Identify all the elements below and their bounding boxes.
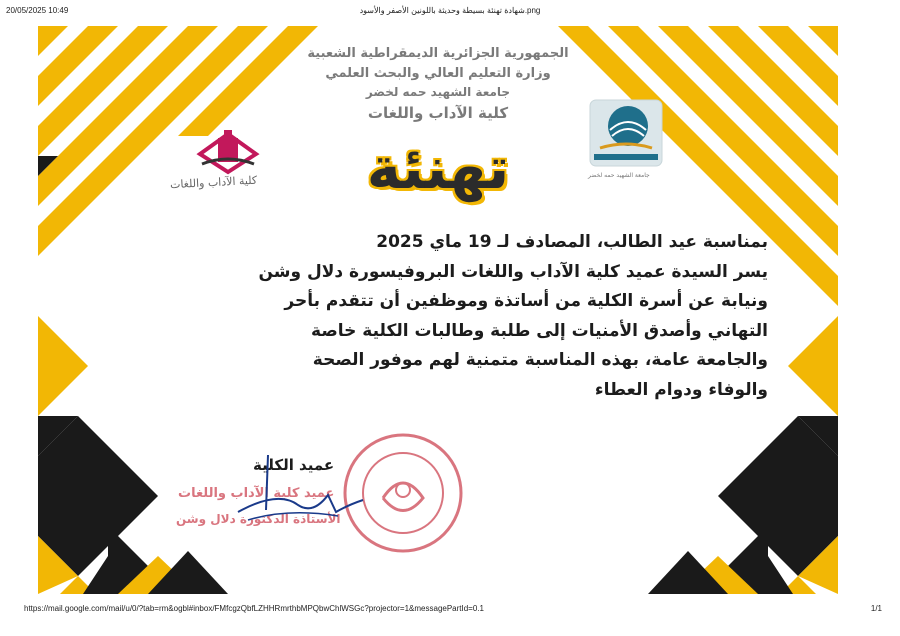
print-datetime: 20/05/2025 10:49: [6, 6, 69, 15]
body-line: والجامعة عامة، بهذه المناسبة متمنية لهم موفور الصحة: [312, 350, 768, 370]
body-line: ونيابة عن أسرة الكلية من أساتذة وموظفين أن تتقدم بأحر: [284, 291, 768, 311]
stamp-line: الأستاذة الدكتورة دلال وشن: [176, 512, 341, 526]
certificate-body: [106, 228, 768, 405]
university-logo-caption: جامعة الشهيد حمه لخضر: [588, 172, 650, 179]
signature-title: عميد الكلية: [253, 456, 335, 474]
faculty-logo-caption: كلية الآداب واللغات: [169, 173, 258, 192]
page-number: 1/1: [870, 604, 882, 613]
handwritten-signature-icon: [218, 450, 368, 530]
certificate-title: تهنئة: [366, 134, 510, 202]
university-name: جامعة الشهيد حمه لخضر: [365, 85, 511, 99]
republic-name: الجمهورية الجزائرية الديمقراطية الشعبية: [307, 46, 569, 61]
print-filename: شهادة تهنئة بسيطة وحديثة باللونين الأصفر والأسود.png: [359, 6, 541, 15]
body-line: والوفاء ودوام العطاء: [594, 379, 768, 400]
body-line: يسر السيدة عميد كلية الآداب واللغات البروفيسورة دلال وشن: [258, 261, 768, 282]
faculty-name: كلية الآداب واللغات: [367, 104, 509, 122]
certificate: [38, 26, 838, 594]
print-url: https://mail.google.com/mail/u/0/?tab=rm&ogbl#inbox/FMfcgzQbfLZHHRmrthbMPQbwChlWSGc?projector=1&messagePartId=0.1: [24, 604, 484, 613]
stamp-line: عميد كلية الآداب واللغات: [178, 486, 335, 501]
ministry-name: وزارة التعليم العالي والبحث العلمي: [325, 66, 551, 81]
body-line: بمناسبة عيد الطالب، المصادف لـ 19 ماي 2025: [376, 232, 768, 252]
body-line: التهاني وأصدق الأمنيات إلى طلبة وطالبات الكلية خاصة: [311, 320, 768, 341]
